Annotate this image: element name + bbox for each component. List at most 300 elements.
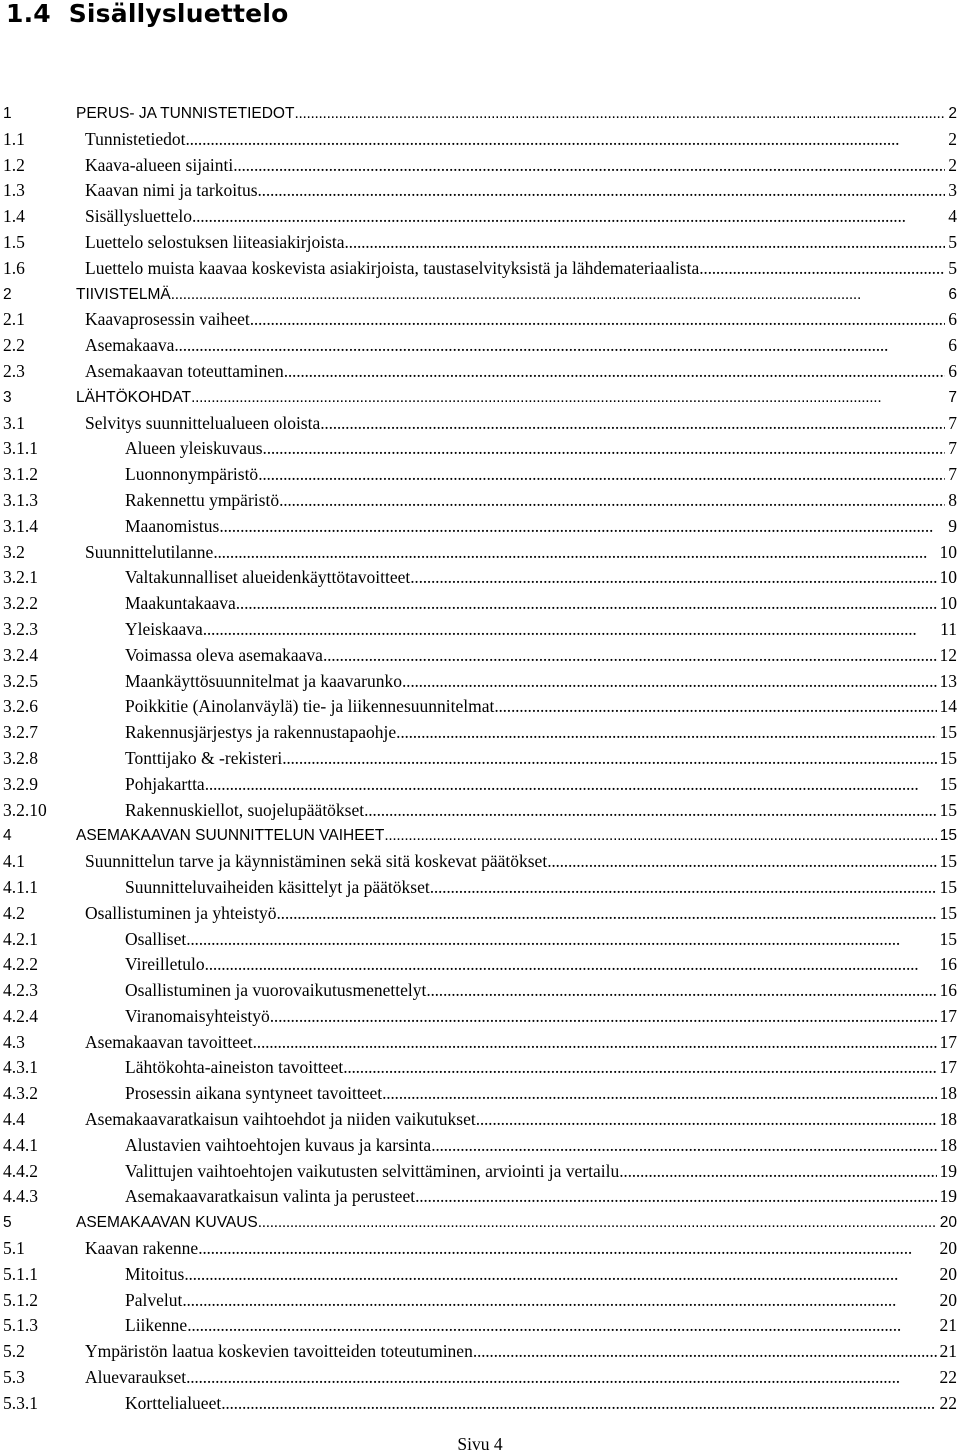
toc-entry[interactable] xyxy=(0,282,960,308)
toc-entry-page-number: 17 xyxy=(939,1005,957,1026)
toc-entry-number: 3.2.2 xyxy=(3,593,38,614)
toc-entry-page-number: 18 xyxy=(939,1083,957,1104)
toc-dot-leader xyxy=(221,1391,936,1417)
toc-entry[interactable] xyxy=(0,1210,960,1236)
toc-entry-title: PERUS- JA TUNNISTETIEDOT xyxy=(76,105,295,122)
toc-entry-title: Pohjakartta xyxy=(125,773,205,794)
toc-entry-line xyxy=(125,669,960,695)
toc-entry[interactable] xyxy=(0,823,960,849)
toc-entry-number: 4.2.3 xyxy=(3,980,38,1001)
toc-entry[interactable] xyxy=(0,1081,960,1107)
toc-entry-line xyxy=(85,359,960,385)
toc-entry-line xyxy=(125,1004,960,1030)
toc-entry-page-number: 15 xyxy=(939,827,957,845)
toc-entry-page-number: 18 xyxy=(939,1109,957,1130)
toc-entry[interactable] xyxy=(0,772,960,798)
toc-dot-leader xyxy=(415,1184,936,1210)
toc-entry-line xyxy=(125,746,960,772)
toc-entry-title: TIIVISTELMÄ xyxy=(76,285,171,303)
toc-entry-title: Kaavan nimi ja tarkoitus xyxy=(85,180,258,201)
toc-entry-title: Lähtökohta-aineiston tavoitteet xyxy=(125,1057,344,1078)
toc-dot-leader xyxy=(258,178,946,204)
toc-dot-leader xyxy=(494,694,936,720)
toc-entry[interactable] xyxy=(0,1236,960,1262)
toc-entry-line xyxy=(125,1313,960,1339)
page-title: 1.4 Sisällysluettelo xyxy=(6,0,289,28)
toc-entry-title: Luonnonympäristö xyxy=(125,464,259,485)
toc-dot-leader xyxy=(185,127,945,153)
toc-entry[interactable] xyxy=(0,488,960,514)
toc-entry[interactable] xyxy=(0,643,960,669)
toc-entry[interactable] xyxy=(0,720,960,746)
toc-entry-title: Asemakaavaratkaisun valinta ja perusteet xyxy=(125,1186,416,1207)
toc-entry-line xyxy=(125,643,960,669)
toc-entry-line xyxy=(125,591,960,617)
toc-entry-page-number: 19 xyxy=(939,1186,957,1207)
toc-dot-leader xyxy=(182,1288,936,1314)
toc-entry-number: 2.2 xyxy=(3,335,25,356)
toc-entry-line xyxy=(85,307,960,333)
toc-entry[interactable] xyxy=(0,1288,960,1314)
toc-entry-line xyxy=(125,952,960,978)
toc-entry-number: 1.3 xyxy=(3,180,25,201)
toc-dot-leader xyxy=(186,927,936,953)
toc-entry[interactable] xyxy=(0,1159,960,1185)
toc-entry-number: 3.1 xyxy=(3,412,25,433)
toc-entry-number: 5.1.2 xyxy=(3,1289,38,1310)
toc-entry[interactable] xyxy=(0,514,960,540)
toc-entry-title: Viranomaisyhteistyö xyxy=(125,1005,270,1026)
toc-entry-title: Rakennuskiellot, suojelupäätökset xyxy=(125,799,365,820)
toc-dot-leader xyxy=(396,720,936,746)
toc-entry-number: 3.2.8 xyxy=(3,747,38,768)
toc-entry-page-number: 12 xyxy=(939,644,957,665)
toc-entry-number: 1.1 xyxy=(3,128,25,149)
toc-dot-leader xyxy=(203,617,937,643)
toc-dot-leader xyxy=(186,1365,936,1391)
toc-entry[interactable] xyxy=(0,952,960,978)
toc-dot-leader xyxy=(345,230,946,256)
toc-entry-number: 4.3.1 xyxy=(3,1057,38,1078)
toc-entry-number: 5.3 xyxy=(3,1367,25,1388)
toc-entry-line xyxy=(85,540,960,566)
toc-entry-page-number: 2 xyxy=(948,128,957,149)
toc-entry-page-number: 8 xyxy=(948,489,957,510)
toc-entry[interactable] xyxy=(0,1030,960,1056)
toc-entry[interactable] xyxy=(0,849,960,875)
toc-entry-line xyxy=(125,436,960,462)
toc-entry-line xyxy=(125,1081,960,1107)
toc-entry[interactable] xyxy=(0,256,960,282)
toc-entry[interactable] xyxy=(0,307,960,333)
toc-entry-number: 3.1.4 xyxy=(3,515,38,536)
toc-entry-page-number: 20 xyxy=(939,1214,957,1232)
toc-entry-title: Tonttijako & -rekisteri xyxy=(125,747,283,768)
toc-entry-line xyxy=(125,1055,960,1081)
toc-entry-page-number: 10 xyxy=(939,593,957,614)
toc-entry-title: Mitoitus xyxy=(125,1263,185,1284)
toc-entry[interactable] xyxy=(0,746,960,772)
toc-entry[interactable] xyxy=(0,1313,960,1339)
toc-entry[interactable] xyxy=(0,1107,960,1133)
toc-entry[interactable] xyxy=(0,1339,960,1365)
toc-entry-line xyxy=(85,256,960,282)
toc-entry-number: 1.4 xyxy=(3,206,25,227)
toc-dot-leader xyxy=(402,669,936,695)
toc-entry-number: 1.5 xyxy=(3,231,25,252)
toc-entry-title: Asemakaavan toteuttaminen xyxy=(85,360,284,381)
toc-entry-page-number: 17 xyxy=(939,1031,957,1052)
toc-entry-line xyxy=(76,1210,960,1236)
toc-entry-number: 2.1 xyxy=(3,309,25,330)
toc-dot-leader xyxy=(699,256,945,282)
toc-entry-number: 5.2 xyxy=(3,1341,25,1362)
toc-entry-title: Osallistuminen ja vuorovaikutusmenettelyt xyxy=(125,980,427,1001)
toc-dot-leader xyxy=(270,1004,937,1030)
toc-entry-line xyxy=(85,230,960,256)
toc-entry-page-number: 22 xyxy=(939,1392,957,1413)
toc-entry-line xyxy=(125,462,960,488)
toc-entry-title: Poikkitie (Ainolanväylä) tie- ja liikennesuunnitelmat xyxy=(125,696,495,717)
toc-dot-leader xyxy=(253,1030,937,1056)
toc-entry-title: LÄHTÖKOHDAT xyxy=(76,388,192,406)
toc-entry[interactable] xyxy=(0,333,960,359)
toc-entry-page-number: 6 xyxy=(948,335,957,356)
toc-entry-number: 4.2.4 xyxy=(3,1005,38,1026)
toc-entry-page-number: 7 xyxy=(948,438,957,459)
toc-dot-leader xyxy=(219,514,945,540)
toc-dot-leader xyxy=(384,823,936,849)
toc-dot-leader xyxy=(233,153,945,179)
toc-entry-page-number: 4 xyxy=(948,206,957,227)
toc-entry-line xyxy=(85,849,960,875)
toc-dot-leader xyxy=(364,798,936,824)
toc-entry-title: Kaavan rakenne xyxy=(85,1238,199,1259)
toc-entry-title: Sisällysluettelo xyxy=(85,206,192,227)
toc-entry-number: 3.2.7 xyxy=(3,722,38,743)
toc-dot-leader xyxy=(619,1159,936,1185)
toc-dot-leader xyxy=(431,1133,936,1159)
toc-entry-title: Asemakaavaratkaisun vaihtoehdot ja niiden vaikutukset xyxy=(85,1109,476,1130)
toc-entry-title: Prosessin aikana syntyneet tavoitteet xyxy=(125,1083,383,1104)
toc-entry-line xyxy=(125,927,960,953)
toc-entry-number: 5.1 xyxy=(3,1238,25,1259)
toc-entry-line xyxy=(125,488,960,514)
toc-entry-title: Alustavien vaihtoehtojen kuvaus ja karsinta xyxy=(125,1134,432,1155)
toc-entry-line xyxy=(85,411,960,437)
toc-entry-title: Luettelo muista kaavaa koskevista asiakirjoista, taustaselvityksistä ja lähdemateriaalista xyxy=(85,257,700,278)
toc-dot-leader xyxy=(258,1210,937,1236)
toc-entry-line xyxy=(125,694,960,720)
toc-entry-page-number: 9 xyxy=(948,515,957,536)
toc-entry[interactable] xyxy=(0,927,960,953)
toc-entry-number: 5.3.1 xyxy=(3,1392,38,1413)
toc-entry-page-number: 6 xyxy=(948,360,957,381)
toc-entry-title: Palvelut xyxy=(125,1289,183,1310)
toc-entry[interactable] xyxy=(0,436,960,462)
toc-dot-leader xyxy=(279,488,945,514)
page-footer: Sivu 4 xyxy=(457,1434,503,1454)
toc-entry[interactable] xyxy=(0,565,960,591)
toc-entry-page-number: 15 xyxy=(939,876,957,897)
toc-entry-title: Ympäristön laatua koskevien tavoitteiden toteutuminen xyxy=(85,1341,473,1362)
toc-entry-page-number: 5 xyxy=(948,257,957,278)
toc-entry-page-number: 15 xyxy=(939,928,957,949)
toc-entry-page-number: 7 xyxy=(948,388,957,406)
toc-entry[interactable] xyxy=(0,617,960,643)
toc-entry-number: 4 xyxy=(3,827,12,845)
toc-entry-title: Kaava-alueen sijainti xyxy=(85,154,234,175)
toc-dot-leader xyxy=(294,101,945,127)
toc-entry-page-number: 15 xyxy=(939,851,957,872)
toc-entry-page-number: 7 xyxy=(948,464,957,485)
toc-entry-page-number: 10 xyxy=(939,567,957,588)
toc-entry-title: Asemakaavan tavoitteet xyxy=(85,1031,253,1052)
toc-entry[interactable] xyxy=(0,591,960,617)
toc-entry-page-number: 21 xyxy=(939,1341,957,1362)
toc-entry-line xyxy=(125,1159,960,1185)
toc-dot-leader xyxy=(277,901,937,927)
toc-entry[interactable] xyxy=(0,875,960,901)
toc-entry-title: Osalliset xyxy=(125,928,187,949)
toc-entry-number: 4.1.1 xyxy=(3,876,38,897)
toc-dot-leader xyxy=(213,540,936,566)
toc-entry-number: 5 xyxy=(3,1214,12,1232)
toc-entry-line xyxy=(85,153,960,179)
toc-dot-leader xyxy=(187,1313,936,1339)
toc-entry-number: 3.2.4 xyxy=(3,644,38,665)
toc-entry-line xyxy=(76,101,960,127)
toc-entry[interactable] xyxy=(0,669,960,695)
toc-entry-page-number: 6 xyxy=(948,309,957,330)
toc-dot-leader xyxy=(382,1081,936,1107)
toc-entry[interactable] xyxy=(0,1262,960,1288)
toc-entry-page-number: 11 xyxy=(940,618,957,639)
toc-entry-line xyxy=(125,772,960,798)
toc-entry-number: 3.1.3 xyxy=(3,489,38,510)
toc-entry-page-number: 2 xyxy=(948,105,957,122)
toc-entry-line xyxy=(85,204,960,230)
toc-entry-number: 4.3.2 xyxy=(3,1083,38,1104)
toc-entry-title: Osallistuminen ja yhteistyö xyxy=(85,902,277,923)
toc-entry-number: 3.2.1 xyxy=(3,567,38,588)
toc-dot-leader xyxy=(430,875,937,901)
toc-entry-title: Voimassa oleva asemakaava xyxy=(125,644,323,665)
toc-entry-page-number: 15 xyxy=(939,722,957,743)
toc-entry-title: Vireilletulo xyxy=(125,954,205,975)
toc-entry-number: 4.2 xyxy=(3,902,25,923)
toc-dot-leader xyxy=(320,411,945,437)
toc-entry-line xyxy=(125,1184,960,1210)
toc-entry[interactable] xyxy=(0,1391,960,1417)
toc-entry-page-number: 16 xyxy=(939,980,957,1001)
toc-entry[interactable] xyxy=(0,798,960,824)
toc-entry[interactable] xyxy=(0,1184,960,1210)
toc-entry-line xyxy=(125,514,960,540)
toc-entry-number: 2 xyxy=(3,285,12,303)
toc-entry-line xyxy=(85,178,960,204)
toc-entry-line xyxy=(125,720,960,746)
toc-entry[interactable] xyxy=(0,1133,960,1159)
toc-entry-line xyxy=(125,1391,960,1417)
toc-dot-leader xyxy=(258,462,945,488)
toc-dot-leader xyxy=(198,1236,936,1262)
toc-entry-page-number: 15 xyxy=(939,902,957,923)
toc-entry[interactable] xyxy=(0,1365,960,1391)
toc-entry-page-number: 20 xyxy=(939,1238,957,1259)
toc-entry-page-number: 10 xyxy=(939,541,957,562)
toc-entry-title: Suunnitteluvaiheiden käsittelyt ja päätökset xyxy=(125,876,430,897)
toc-entry-number: 4.4.3 xyxy=(3,1186,38,1207)
toc-entry-number: 5.1.1 xyxy=(3,1263,38,1284)
toc-dot-leader xyxy=(343,1055,936,1081)
toc-entry-number: 3.2.9 xyxy=(3,773,38,794)
toc-entry-title: Yleiskaava xyxy=(125,618,203,639)
toc-entry-line xyxy=(76,282,960,308)
toc-entry-line xyxy=(125,1133,960,1159)
toc-entry-title: Luettelo selostuksen liiteasiakirjoista xyxy=(85,231,345,252)
toc-entry-line xyxy=(125,798,960,824)
toc-dot-leader xyxy=(284,359,946,385)
toc-entry[interactable] xyxy=(0,359,960,385)
toc-entry[interactable] xyxy=(0,694,960,720)
toc-entry[interactable] xyxy=(0,978,960,1004)
toc-entry-number: 3.2 xyxy=(3,541,25,562)
toc-entry-line xyxy=(125,1288,960,1314)
toc-entry[interactable] xyxy=(0,230,960,256)
toc-entry-title: Rakennusjärjestys ja rakennustapaohje xyxy=(125,722,397,743)
toc-entry[interactable] xyxy=(0,1055,960,1081)
toc-entry-number: 1 xyxy=(3,105,12,122)
toc-entry[interactable] xyxy=(0,153,960,179)
toc-entry-line xyxy=(85,1107,960,1133)
toc-dot-leader xyxy=(547,849,936,875)
toc-entry-title: Suunnittelutilanne xyxy=(85,541,214,562)
toc-entry-number: 3.2.6 xyxy=(3,696,38,717)
toc-entry-line xyxy=(85,127,960,153)
toc-entry[interactable] xyxy=(0,385,960,411)
toc-dot-leader xyxy=(191,385,945,411)
toc-entry-line xyxy=(85,1030,960,1056)
toc-entry-title: Suunnittelun tarve ja käynnistäminen sekä sitä koskevat päätökset xyxy=(85,851,548,872)
toc-entry-page-number: 15 xyxy=(939,773,957,794)
toc-entry-page-number: 21 xyxy=(939,1315,957,1336)
toc-entry-number: 4.1 xyxy=(3,851,25,872)
toc-dot-leader xyxy=(174,333,945,359)
toc-entry-number: 2.3 xyxy=(3,360,25,381)
toc-entry-title: Valtakunnalliset alueidenkäyttötavoitteet xyxy=(125,567,411,588)
toc-entry-number: 3.1.1 xyxy=(3,438,38,459)
toc-dot-leader xyxy=(473,1339,937,1365)
toc-entry-number: 3.2.3 xyxy=(3,618,38,639)
toc-entry-page-number: 6 xyxy=(948,285,957,303)
toc-entry-number: 4.4 xyxy=(3,1109,25,1130)
toc-entry-number: 5.1.3 xyxy=(3,1315,38,1336)
toc-entry-number: 4.2.2 xyxy=(3,954,38,975)
toc-entry-page-number: 3 xyxy=(948,180,957,201)
toc-entry[interactable] xyxy=(0,462,960,488)
toc-dot-leader xyxy=(476,1107,937,1133)
toc-entry-page-number: 17 xyxy=(939,1057,957,1078)
toc-entry-page-number: 18 xyxy=(939,1134,957,1155)
toc-entry-title: Tunnistetiedot xyxy=(85,128,186,149)
toc-entry-title: Maankäyttösuunnitelmat ja kaavarunko xyxy=(125,670,403,691)
toc-dot-leader xyxy=(410,565,936,591)
toc-dot-leader xyxy=(250,307,946,333)
toc-entry-title: Asemakaava xyxy=(85,335,175,356)
toc-entry[interactable] xyxy=(0,411,960,437)
toc-entry[interactable] xyxy=(0,540,960,566)
toc-entry-line xyxy=(125,565,960,591)
toc-entry-title: Korttelialueet xyxy=(125,1392,222,1413)
toc-entry-title: ASEMAKAAVAN SUUNNITTELUN VAIHEET xyxy=(76,827,385,845)
toc-entry-number: 4.4.1 xyxy=(3,1134,38,1155)
toc-entry-title: ASEMAKAAVAN KUVAUS xyxy=(76,1214,258,1232)
toc-entry-number: 1.6 xyxy=(3,257,25,278)
toc-entry[interactable] xyxy=(0,1004,960,1030)
toc-entry-line xyxy=(85,333,960,359)
toc-entry-line xyxy=(85,1365,960,1391)
toc-entry[interactable] xyxy=(0,204,960,230)
toc-entry-title: Maakuntakaava xyxy=(125,593,236,614)
toc-entry-title: Maanomistus xyxy=(125,515,220,536)
toc-entry[interactable] xyxy=(0,101,960,127)
toc-entry-page-number: 19 xyxy=(939,1160,957,1181)
toc-entry-number: 3 xyxy=(3,388,12,406)
toc-entry-page-number: 7 xyxy=(948,412,957,433)
toc-entry[interactable] xyxy=(0,178,960,204)
toc-entry-title: Alueen yleiskuvaus xyxy=(125,438,263,459)
toc-entry-line xyxy=(85,1339,960,1365)
toc-entry-title: Valittujen vaihtoehtojen vaikutusten selvittäminen, arviointi ja vertailu xyxy=(125,1160,620,1181)
toc-entry-number: 3.1.2 xyxy=(3,464,38,485)
toc-dot-leader xyxy=(282,746,936,772)
toc-entry-page-number: 13 xyxy=(939,670,957,691)
toc-entry-page-number: 15 xyxy=(939,747,957,768)
toc-entry-number: 4.2.1 xyxy=(3,928,38,949)
toc-dot-leader xyxy=(236,591,937,617)
toc-dot-leader xyxy=(184,1262,936,1288)
toc-dot-leader xyxy=(192,204,945,230)
toc-entry-number: 4.4.2 xyxy=(3,1160,38,1181)
toc-entry-number: 3.2.10 xyxy=(3,799,47,820)
toc-entry-page-number: 5 xyxy=(948,231,957,252)
toc-entry-page-number: 20 xyxy=(939,1289,957,1310)
toc-dot-leader xyxy=(263,436,946,462)
toc-dot-leader xyxy=(171,282,946,308)
toc-entry-page-number: 14 xyxy=(939,696,957,717)
toc-entry-page-number: 22 xyxy=(939,1367,957,1388)
toc-entry-number: 1.2 xyxy=(3,154,25,175)
toc-entry-number: 4.3 xyxy=(3,1031,25,1052)
toc-dot-leader xyxy=(205,952,937,978)
toc-entry-line xyxy=(85,901,960,927)
toc-entry-title: Kaavaprosessin vaiheet xyxy=(85,309,250,330)
toc-entry-title: Liikenne xyxy=(125,1315,188,1336)
toc-entry[interactable] xyxy=(0,127,960,153)
toc-dot-leader xyxy=(323,643,937,669)
toc-entry-title: Rakennettu ympäristö xyxy=(125,489,280,510)
toc-entry-line xyxy=(76,385,960,411)
toc-entry-number: 3.2.5 xyxy=(3,670,38,691)
toc-entry[interactable] xyxy=(0,901,960,927)
toc-entry-line xyxy=(76,823,960,849)
toc-entry-line xyxy=(125,1262,960,1288)
toc-dot-leader xyxy=(205,772,937,798)
toc-entry-line xyxy=(125,875,960,901)
toc-entry-title: Selvitys suunnittelualueen oloista xyxy=(85,412,321,433)
toc-entry-line xyxy=(125,978,960,1004)
